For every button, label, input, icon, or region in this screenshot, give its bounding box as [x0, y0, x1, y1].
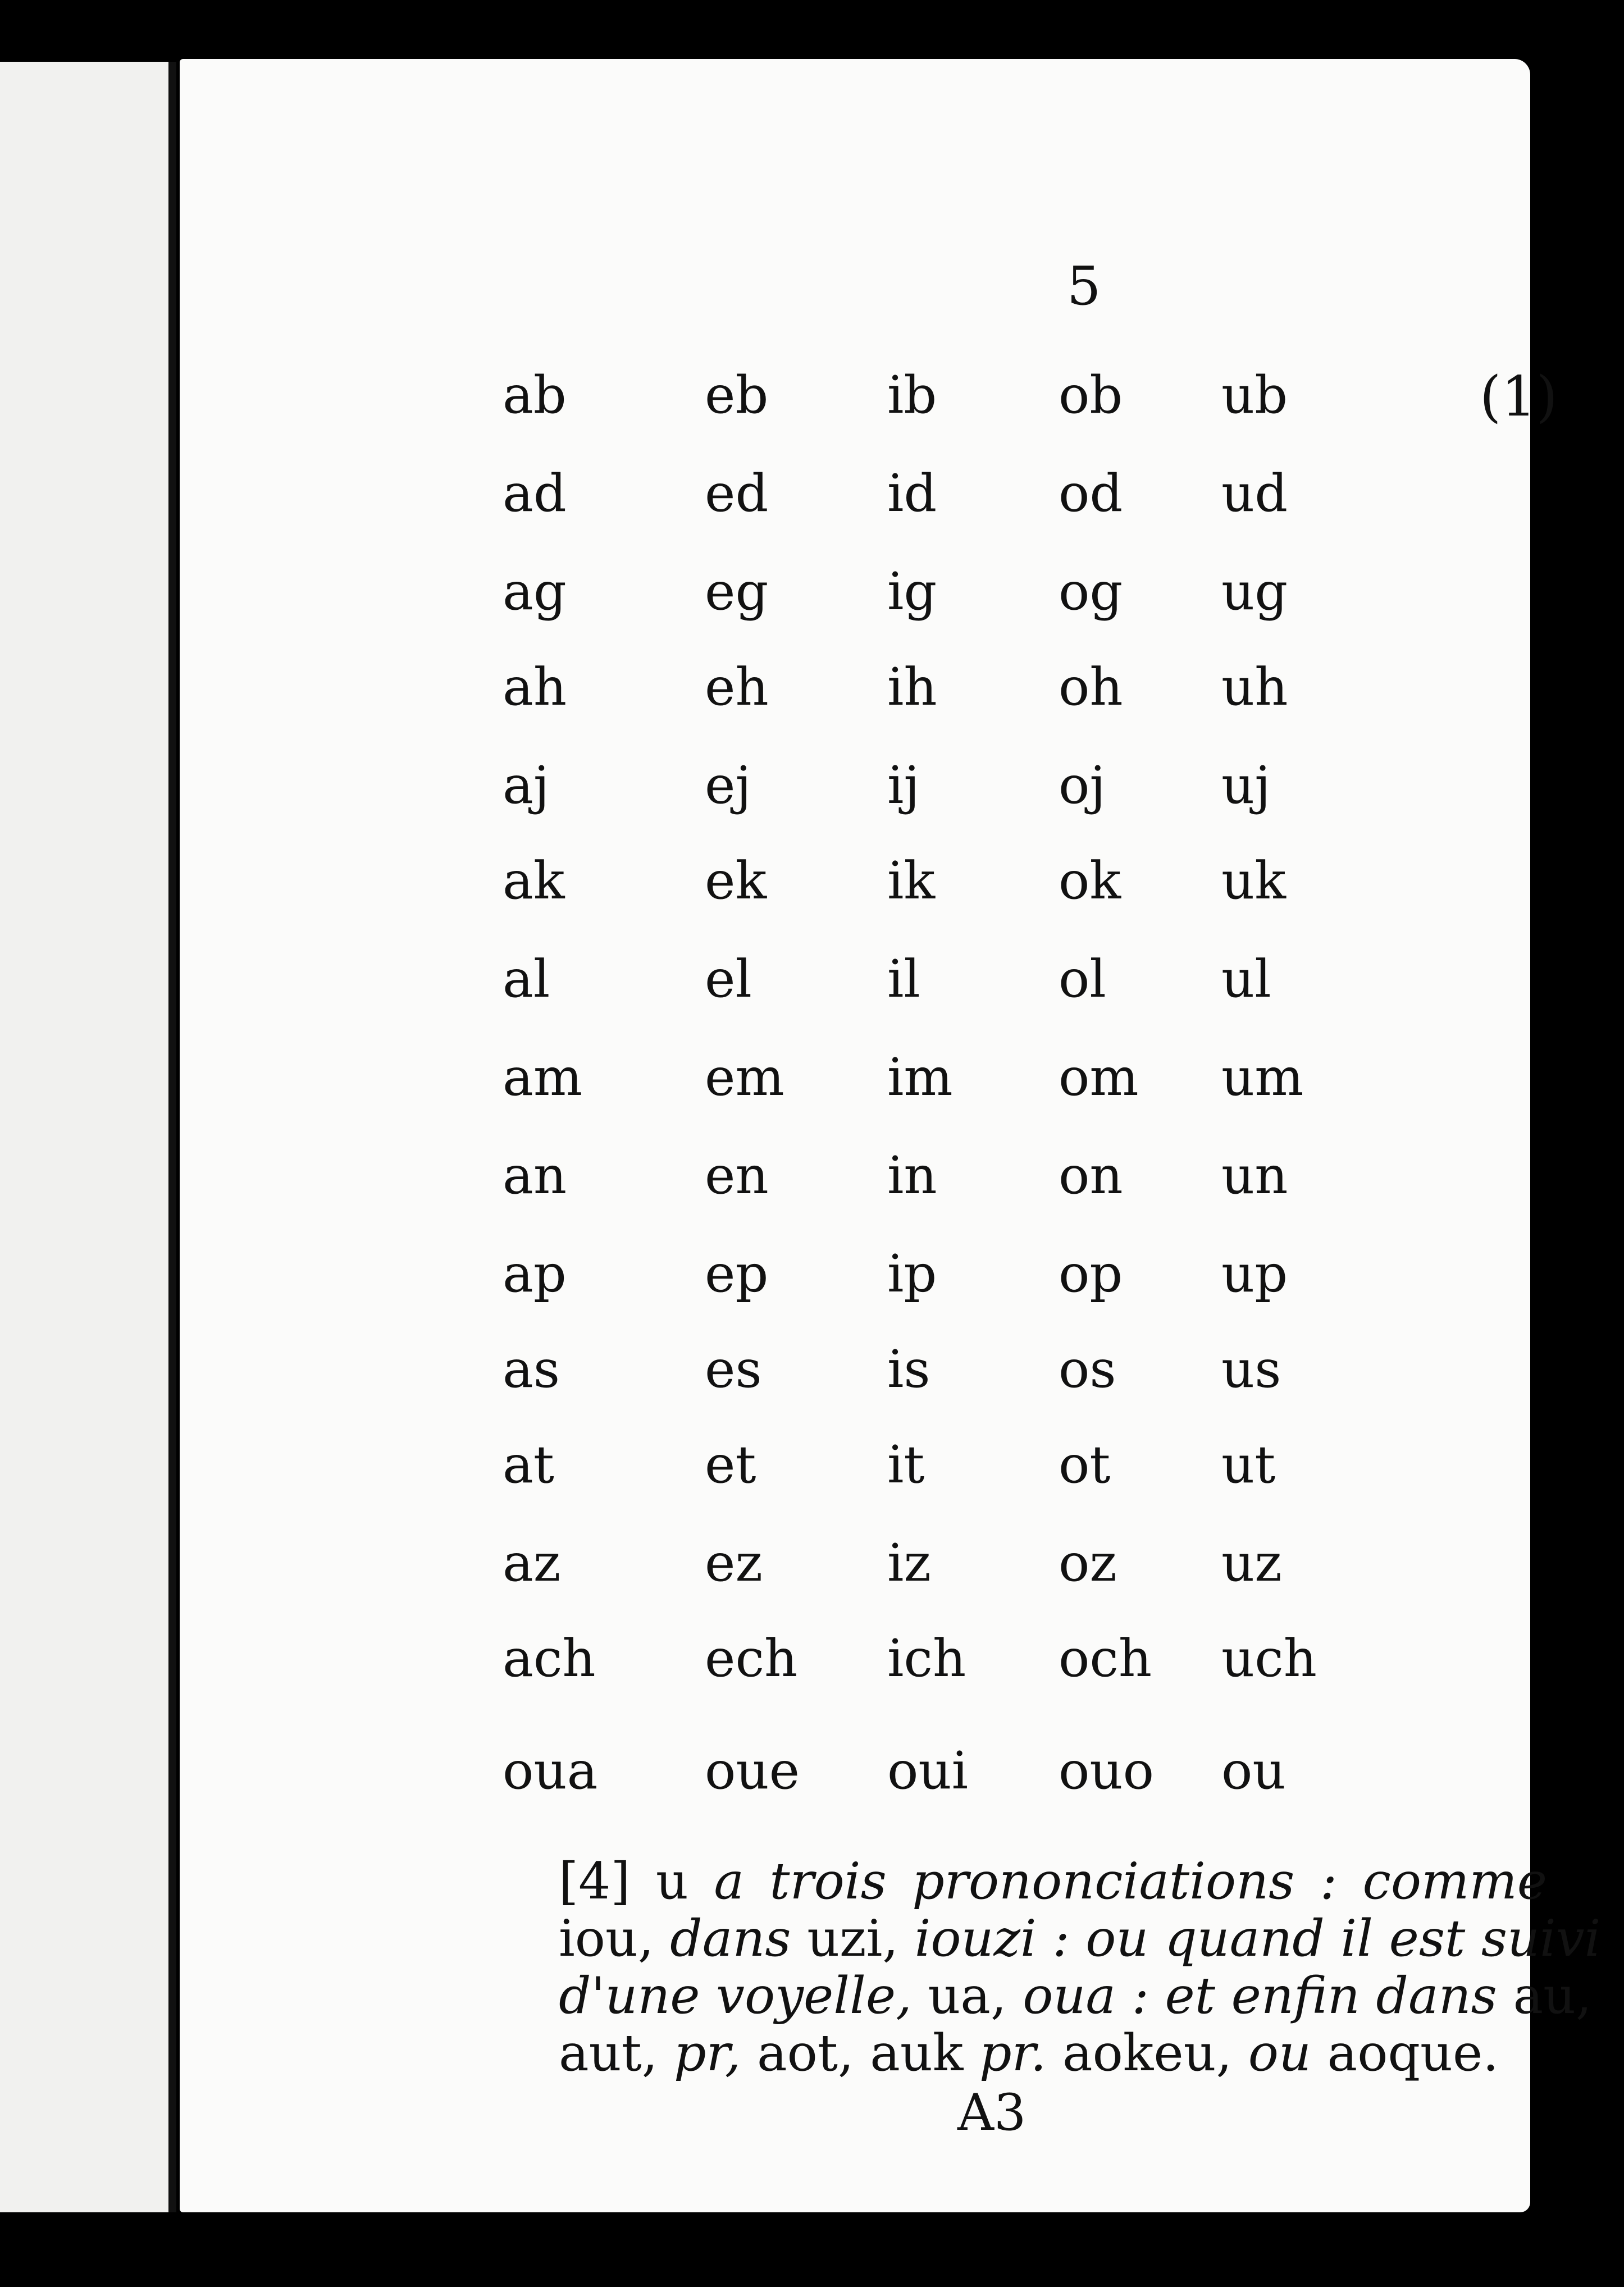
syllable-cell: eb	[705, 365, 769, 425]
syllable-cell: ach	[503, 1628, 596, 1688]
syllable-cell: eg	[705, 562, 769, 622]
syllable-cell: es	[705, 1339, 762, 1399]
syllable-cell: in	[887, 1145, 937, 1206]
footnote-italic-text: oua : et enfin dans	[1023, 1966, 1513, 2025]
syllable-cell: oue	[705, 1741, 800, 1801]
footnote-line	[559, 1909, 1601, 1968]
syllable-cell: em	[705, 1047, 784, 1107]
syllable-cell: il	[887, 949, 920, 1009]
syllable-cell: ech	[705, 1628, 798, 1688]
syllable-cell: ut	[1221, 1435, 1276, 1495]
syllable-cell: az	[503, 1533, 561, 1593]
footnote-text: aut,	[559, 2024, 674, 2083]
syllable-cell: ol	[1059, 949, 1106, 1009]
footnote-text: uzi,	[807, 1909, 915, 1968]
syllable-cell: ou	[1221, 1741, 1286, 1801]
syllable-cell: uh	[1221, 657, 1288, 717]
syllable-cell: ug	[1221, 562, 1288, 622]
syllable-cell: el	[705, 949, 752, 1009]
footnote-italic-text: dans	[670, 1909, 808, 1968]
footnote-italic-text: iouzi : ou quand il est suivi	[914, 1909, 1601, 1968]
facing-page-edge	[0, 62, 176, 2212]
syllable-cell: un	[1221, 1145, 1288, 1206]
footnote-text: aoque.	[1327, 2024, 1499, 2083]
syllable-cell: id	[887, 463, 937, 523]
syllable-cell: et	[705, 1435, 756, 1495]
syllable-cell: am	[503, 1047, 583, 1107]
syllable-cell: us	[1221, 1339, 1281, 1399]
syllable-cell: ep	[705, 1244, 769, 1304]
syllable-cell: ud	[1221, 463, 1288, 523]
syllable-cell: as	[503, 1339, 560, 1399]
syllable-cell: ak	[503, 851, 565, 911]
footnote-text: aokeu,	[1062, 2024, 1248, 2083]
syllable-cell: ich	[887, 1628, 966, 1688]
syllable-cell: ouo	[1059, 1741, 1155, 1801]
syllable-cell: oh	[1059, 657, 1123, 717]
syllable-cell: os	[1059, 1339, 1116, 1399]
footnote-italic-text: a trois prononciations : comme	[714, 1852, 1547, 1911]
syllable-cell: ij	[887, 755, 920, 815]
syllable-cell: up	[1221, 1244, 1288, 1304]
footnote-italic-text: pr,	[674, 2024, 757, 2083]
syllable-cell: is	[887, 1339, 930, 1399]
footnote	[559, 1852, 1601, 2083]
page-number: 5	[1067, 255, 1101, 317]
syllable-cell: od	[1059, 463, 1123, 523]
footnote-text: iou,	[559, 1909, 670, 1968]
book-page	[180, 59, 1601, 2212]
syllable-cell: ap	[503, 1244, 567, 1304]
syllable-cell: ed	[705, 463, 769, 523]
footnote-line	[559, 1853, 1547, 1910]
syllable-cell: ih	[887, 657, 937, 717]
syllable-cell: an	[503, 1145, 567, 1206]
syllable-cell: it	[887, 1435, 925, 1495]
syllable-cell: en	[705, 1145, 769, 1206]
syllable-cell: ub	[1221, 365, 1288, 425]
syllable-cell: ib	[887, 365, 937, 425]
footnote-text: au,	[1513, 1966, 1592, 2025]
syllable-cell: oj	[1059, 755, 1106, 815]
syllable-cell: eh	[705, 657, 769, 717]
syllable-cell: ot	[1059, 1435, 1111, 1495]
syllable-cell: ok	[1059, 851, 1121, 911]
printer-signature: A3	[957, 2083, 1027, 2142]
syllable-cell: on	[1059, 1145, 1123, 1206]
syllable-cell: ez	[705, 1533, 763, 1593]
syllable-cell: om	[1059, 1047, 1139, 1107]
footnote-text: aot, auk	[756, 2024, 979, 2083]
syllable-cell: uk	[1221, 851, 1286, 911]
footnote-italic-text: ou	[1248, 2024, 1328, 2083]
footnote-italic-text: pr.	[979, 2024, 1062, 2083]
syllable-cell: och	[1059, 1628, 1152, 1688]
footnote-text: [4] u	[559, 1852, 714, 1911]
syllable-cell: ik	[887, 851, 936, 911]
syllable-cell: oui	[887, 1741, 969, 1801]
syllable-cell: ip	[887, 1244, 937, 1304]
syllable-cell: al	[503, 949, 550, 1009]
syllable-cell: ul	[1221, 949, 1271, 1009]
syllable-cell: ej	[705, 755, 751, 815]
syllable-cell: at	[503, 1435, 554, 1495]
syllable-cell: im	[887, 1047, 953, 1107]
syllable-cell: uj	[1221, 755, 1271, 815]
syllable-cell: iz	[887, 1533, 931, 1593]
footnote-italic-text: d'une voyelle,	[559, 1966, 928, 2025]
footnote-line	[559, 2025, 1547, 2082]
syllable-cell: og	[1059, 562, 1123, 622]
syllable-cell: ad	[503, 463, 567, 523]
syllable-cell: uch	[1221, 1628, 1317, 1688]
syllable-cell: ob	[1059, 365, 1123, 425]
syllable-cell: ig	[887, 562, 937, 622]
syllable-cell: op	[1059, 1244, 1123, 1304]
footnote-reference: (1)	[1480, 365, 1558, 429]
syllable-cell: um	[1221, 1047, 1304, 1107]
syllable-cell: oz	[1059, 1533, 1117, 1593]
syllable-cell: oua	[503, 1741, 598, 1801]
syllable-cell: aj	[503, 755, 550, 815]
footnote-text: ua,	[928, 1966, 1023, 2025]
syllable-cell: ab	[503, 365, 567, 425]
syllable-cell: ag	[503, 562, 567, 622]
syllable-cell: ah	[503, 657, 567, 717]
syllable-cell: ek	[705, 851, 767, 911]
syllable-cell: uz	[1221, 1533, 1282, 1593]
footnote-line	[559, 1966, 1592, 2025]
